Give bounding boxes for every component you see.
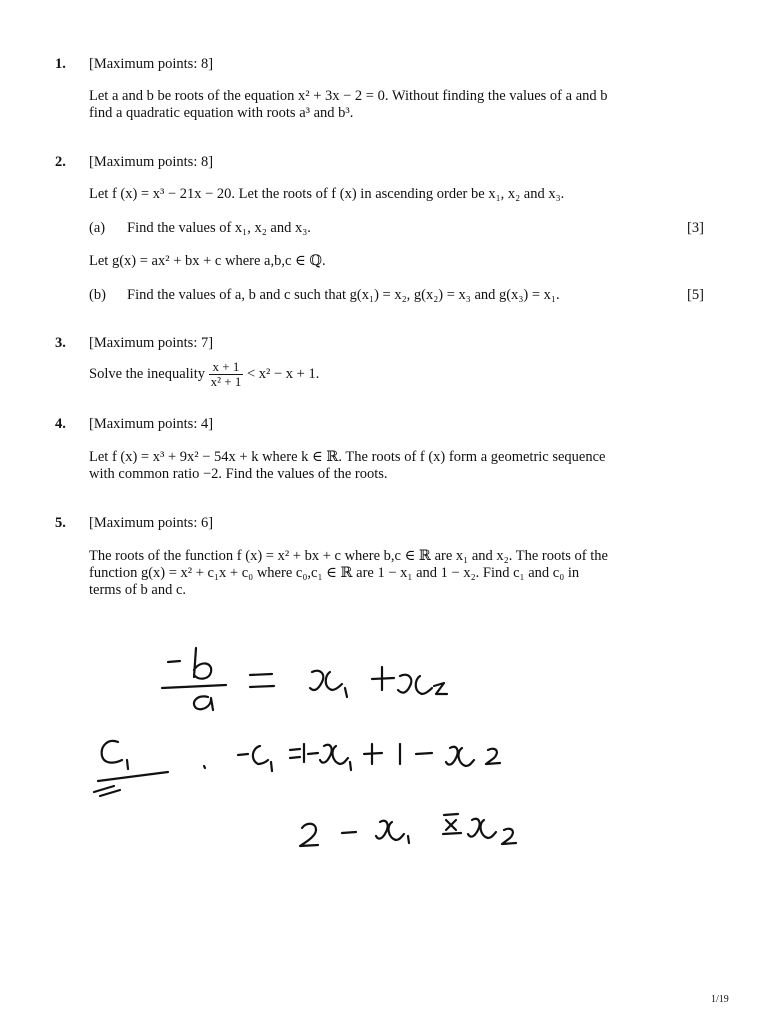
question-1-header: [Maximum points: 8]	[89, 56, 214, 72]
question-1-number: 1.	[55, 56, 66, 72]
question-2-part-a-label: (a)	[89, 220, 106, 236]
question-3-number: 3.	[55, 335, 66, 351]
question-5-header: [Maximum points: 6]	[89, 515, 214, 531]
question-2-mid-line: Let g(x) = ax² + bx + c where a,b,c ∈ ℚ.	[89, 253, 326, 269]
question-5-line-3: terms of b and c.	[89, 582, 187, 598]
question-4-header: [Maximum points: 4]	[89, 416, 214, 432]
question-5-line-1: The roots of the function f (x) = x² + bx + c where b,c ∈ ℝ are x₁ and x₂. The roots of the	[89, 548, 608, 564]
question-4-number: 4.	[55, 416, 66, 432]
fraction-numerator: x + 1	[209, 360, 244, 375]
question-5-number: 5.	[55, 515, 66, 531]
handwritten-line-2	[94, 741, 500, 796]
handwritten-line-1	[162, 648, 447, 710]
question-2-line-1: Let f (x) = x³ − 21x − 20. Let the roots of f (x) in ascending order be x₁, x₂ and x₃.	[89, 186, 565, 202]
question-2-part-b-text: Find the values of a, b and c such that g(x₁) = x₂, g(x₂) = x₃ and g(x₃) = x₁.	[127, 287, 560, 303]
question-3-text-before: Solve the inequality	[89, 365, 205, 382]
question-3-header: [Maximum points: 7]	[89, 335, 214, 351]
question-4-line-1: Let f (x) = x³ + 9x² − 54x + k where k ∈ ℝ. The roots of f (x) form a geometric sequence	[89, 449, 606, 465]
question-2-part-b-label: (b)	[89, 287, 106, 303]
question-2-header: [Maximum points: 8]	[89, 154, 214, 170]
page-number: 1/19	[711, 994, 729, 1005]
question-2-part-a-text: Find the values of x₁, x₂ and x₃.	[127, 220, 311, 236]
question-1-line-1: Let a and b be roots of the equation x² + 3x − 2 = 0. Without finding the values of a and b	[89, 88, 608, 104]
fraction-denominator: x² + 1	[210, 374, 242, 389]
question-2-part-a-marks: [3]	[687, 220, 704, 236]
question-4-line-2: with common ratio −2. Find the values of the roots.	[89, 466, 388, 482]
question-2-number: 2.	[55, 154, 66, 170]
question-3-text-after: < x² − x + 1.	[246, 365, 320, 382]
question-5-line-2: function g(x) = x² + c₁x + c₀ where c₀,c₁ ∈ ℝ are 1 − x₁ and 1 − x₂. Find c₁ and c₀ in	[89, 565, 580, 581]
question-1-line-2: find a quadratic equation with roots a³ and b³.	[89, 105, 354, 121]
question-2-part-b-marks: [5]	[687, 287, 704, 303]
handwritten-line-3	[300, 814, 516, 846]
